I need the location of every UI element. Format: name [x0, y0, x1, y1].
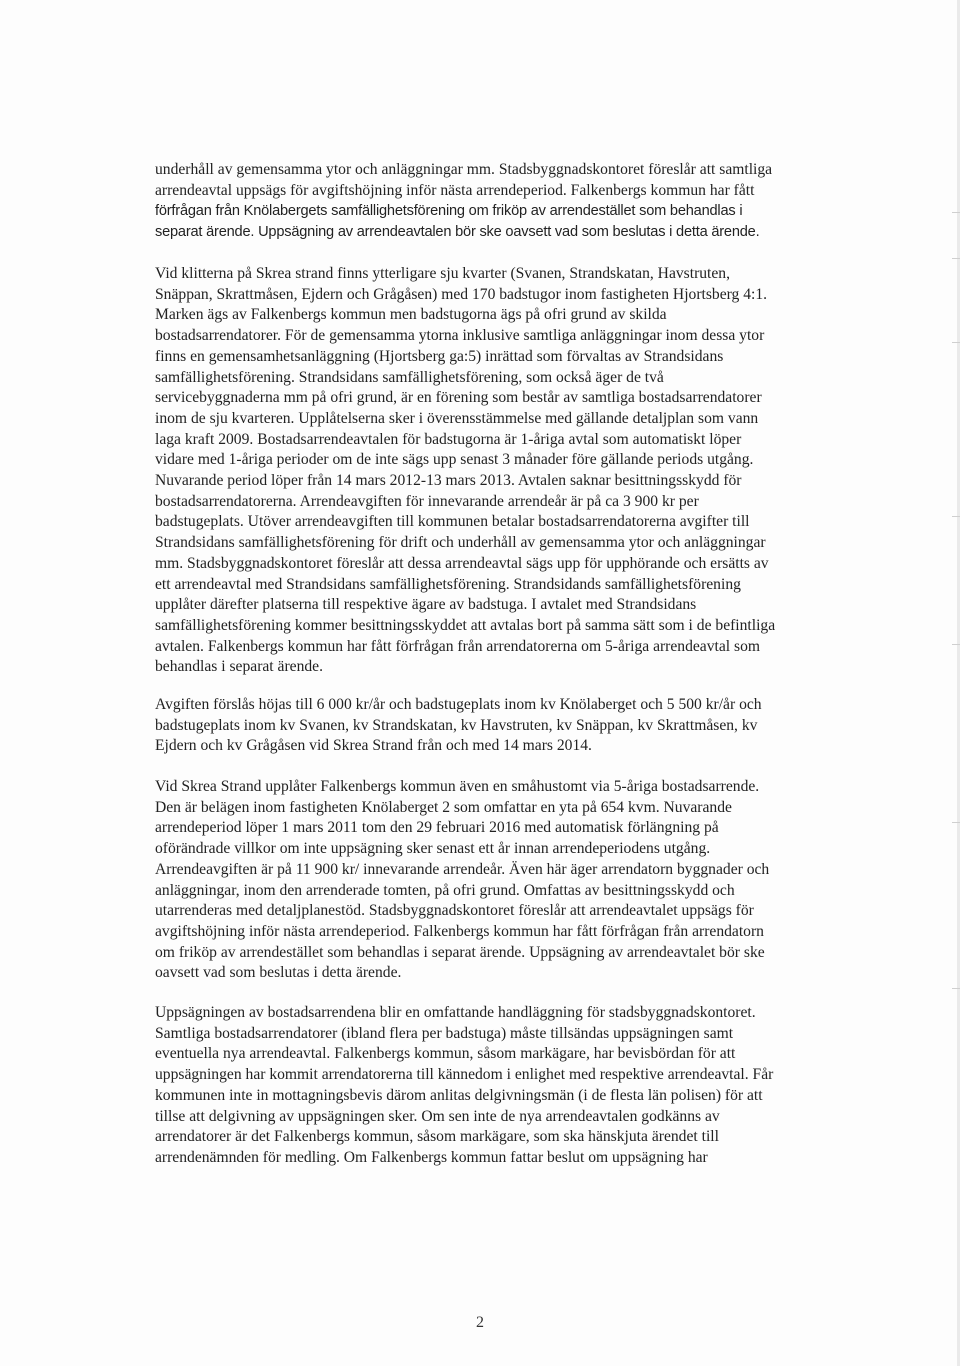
text-line: badstugeplats inom kv Svanen, kv Strandskatan, kv Havstruten, kv Snäppan, kv Skrattmåsen, kv	[155, 716, 758, 734]
text-line: samfällighetsförening. Strandsidans samfällighetsförening, som också äger de två	[155, 368, 664, 386]
text-line: arrendatorer är det Falkenbergs kommun, såsom markägare, som ska hänskjuta ärendet till	[155, 1128, 719, 1146]
text-line: utarrenderas med detaljplanestöd. Stadsbyggnadskontoret föreslår att arrendeavtalet uppsägs för	[155, 902, 754, 920]
text-line: badstugeplats. Utöver arrendeavgiften till kommunen betalar bostadsarrendatorerna avgifter till	[155, 513, 750, 531]
text-line: inom de sju kvarteren. Upplåtelserna sker i överensstämmelse med gällande detaljplan som vann	[155, 409, 759, 427]
paragraph-uppsagning	[155, 1003, 845, 1169]
scan-mark	[952, 258, 960, 259]
text-line: avtalen. Falkenbergs kommun har fått förfrågan från arrendatorerna om 5-åriga arrendeavtal som	[155, 637, 761, 655]
text-line: anläggningar, inom den arrenderade tomten, på ofri grund. Omfattas av besittningsskydd och	[155, 881, 735, 899]
text-line: servicebyggnaderna mm på ofri grund, är en förening som består av samtliga bostadsarrendatorer	[155, 389, 762, 407]
scan-mark	[952, 212, 960, 213]
page-number: 2	[476, 1314, 484, 1331]
scan-mark	[952, 516, 960, 517]
paragraph-smahustomt	[155, 777, 845, 984]
text-line: vidare med 1-åriga perioder om de inte sägs upp senast 3 månader före gällande periods utgång.	[155, 451, 754, 469]
scan-mark	[952, 988, 960, 989]
text-line: ett arrendeavtal med Strandsidans samfällighetsförening. Strandsidands samfällighetsförening	[155, 575, 741, 593]
text-line: Samtliga bostadsarrendatorer (ibland flera per badstuga) måste tillsändas uppsägningen samt	[155, 1024, 734, 1042]
text-line: förfrågan från Knölabergets samfällighetsförening om friköp av arrendestället som behandlas i	[155, 203, 743, 220]
text-line: Vid klitterna på Skrea strand finns ytterligare sju kvarter (Svanen, Strandskatan, Havstruten,	[155, 265, 731, 282]
text-line: oavsett vad som beslutas i detta ärende.	[155, 964, 402, 982]
paragraph-skrea-badstugor	[155, 264, 845, 678]
scan-mark	[952, 644, 960, 645]
text-line: arrendeavtal uppsägs för avgiftshöjning inför nästa arrendeperiod. Falkenbergs kommun har fått	[155, 181, 755, 199]
paragraph-avgift-forslag	[155, 695, 845, 757]
text-line: Strandsidans samfällighetsförening för drift och underhåll av gemensamma ytor och anläggningar	[155, 534, 766, 552]
scan-mark	[952, 342, 960, 343]
text-line: Nuvarande period löper från 14 mars 2012-13 mars 2013. Avtalen saknar besittningsskydd för	[155, 472, 742, 490]
text-line: mm. Stadsbyggnadskontoret föreslår att dessa arrendeavtal sägs upp för upphörande och ersätts av	[155, 554, 769, 572]
text-line: underhåll av gemensamma ytor och anläggningar mm. Stadsbyggnadskontoret föreslår att samtliga	[155, 161, 773, 178]
text-line: Arrendeavgiften är på 11 900 kr/ innevarande arrendeår. Även här äger arrendatorn byggnader och	[155, 860, 770, 878]
text-line: avgiftshöjning inför nästa arrendeperiod. Falkenbergs kommun har fått förfrågan från arrendatorn	[155, 922, 764, 940]
text-line: Uppsägningen av bostadsarrendena blir en omfattande handläggning för stadsbyggnadskontoret.	[155, 1004, 756, 1021]
text-line: upplåter därefter platserna till respektive ägare av badstuga. I avtalet med Strandsidans	[155, 596, 697, 614]
text-line: bostadsarrendatorer. För de gemensamma ytorna inklusive samtliga anläggningar inom dessa ytor	[155, 327, 765, 345]
text-line: finns en gemensamhetsanläggning (Hjortsberg ga:5) inrättad som förvaltas av Strandsidans	[155, 347, 724, 365]
text-line: Avgiften förslås höjas till 6 000 kr/år och badstugeplats inom kv Knölaberget och 5 500 kr/år och	[155, 696, 762, 713]
text-line: Den är belägen inom fastigheten Knölaberget 2 som omfattar en yta på 654 kvm. Nuvarande	[155, 798, 732, 816]
text-line: behandlas i separat ärende.	[155, 658, 323, 676]
text-line: arrendeperiod löper 1 mars 2011 tom den 29 februari 2016 med automatisk förlängning på	[155, 819, 719, 837]
text-line: uppsägningen har kommit arrendatorerna till kännedom i enlighet med respektive arrendeavtal. Får	[155, 1066, 774, 1084]
text-line: eventuella nya arrendeavtal. Falkenbergs kommun, såsom markägare, har bevisbördan för att	[155, 1045, 736, 1063]
text-line: tillse att delgivning av uppsägningen sker. Om sen inte de nya arrendeavtalen godkänns av	[155, 1107, 720, 1125]
text-line: om friköp av arrendestället som behandlas i separat ärende. Uppsägning av arrendeavtalet bör ske	[155, 943, 765, 961]
text-line: Vid Skrea Strand upplåter Falkenbergs kommun även en småhustomt via 5-åriga bostadsarrende.	[155, 778, 760, 795]
text-line: Ejdern och kv Grågåsen vid Skrea Strand från och med 14 mars 2014.	[155, 737, 592, 755]
text-line: laga kraft 2009. Bostadsarrendeavtalen för badstugorna är 1-åriga avtal som automatiskt löper	[155, 430, 742, 448]
text-line: arrendenämnden för medling. Om Falkenbergs kommun fattar beslut om uppsägning har	[155, 1148, 708, 1166]
text-line: samfällighetsförening kommer besittningsskyddet att avtalas bort på samma sätt som i de befintliga	[155, 616, 776, 634]
scan-mark	[952, 822, 960, 823]
text-line: oförändrade villkor om inte uppsägning sker senast ett år innan arrendeperiodens utgång.	[155, 840, 711, 858]
paragraph-continuation	[155, 160, 845, 243]
text-line: Marken ägs av Falkenbergs kommun men badstugorna ägs på ofri grund av skilda	[155, 306, 667, 324]
text-line: bostadsarrendatorerna. Arrendeavgiften för innevarande arrendeår är på ca 3 900 kr per	[155, 492, 699, 510]
text-line: kommunen inte in mottagningsbevis därom anlitas delgivningsmän (i de flesta län polisen) för att	[155, 1086, 763, 1104]
text-line: separat ärende. Uppsägning av arrendeavtalen bör ske oavsett vad som beslutas i detta ärende.	[155, 224, 760, 241]
text-line: Snäppan, Skrattmåsen, Ejdern och Grågåsen) med 170 badstugor inom fastigheten Hjortsberg 4:1.	[155, 285, 768, 303]
